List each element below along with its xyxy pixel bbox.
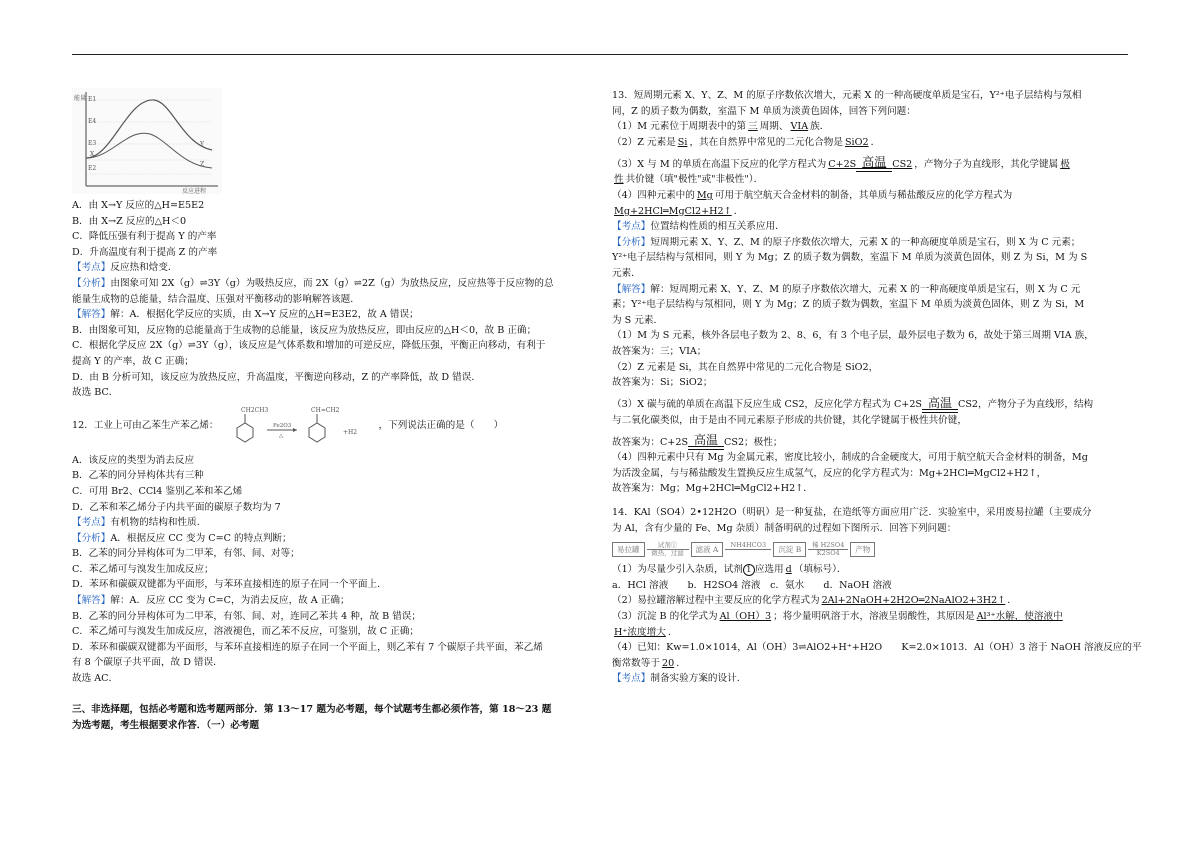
high-temp-condition [922, 397, 958, 413]
q11-kaodian [72, 260, 572, 276]
q13-sub-1 [612, 119, 1127, 135]
answer-blank: 性 [614, 174, 624, 186]
answer-blank: Al（OH）3 [719, 611, 772, 623]
graph-label-e2: E2 [88, 165, 97, 172]
text: 族． [810, 121, 830, 133]
q13-jieda-6 [612, 391, 1127, 413]
flow-arrow-top: 试剂① [657, 541, 678, 550]
text: （3）沉淀 B 的化学式为 [612, 611, 718, 623]
text: （3）X 与 M 的单质在高温下反应的化学方程式为 [612, 158, 827, 170]
q13-stem-1: 13．短周期元素 X、Y、Z、M 的原子序数依次增大，元素 X 的一种高硬度单质是宝石，Y²⁺电子层结构与氖相 [612, 90, 1082, 101]
q12-fenxi-3: C．苯乙烯可与溴发生加成反应； [72, 563, 214, 575]
flow-arrow-top: NH4HCO3 [730, 541, 767, 550]
circled-number: 1 [743, 564, 755, 576]
answer-blank: 极 [1060, 158, 1070, 170]
flow-arrow-bottom: 微热，过滤 [651, 549, 684, 558]
q14-sub-3-cont [612, 625, 1127, 641]
flow-arrow [645, 541, 691, 557]
q11-kaodian-text: 反应热和焓变． [110, 262, 178, 274]
text: ；将少量明矾溶于水，溶液呈弱酸性，其原因是 [773, 611, 975, 623]
text: CS2，产物分子为直线形，结构 [958, 399, 1094, 411]
jieda-tag: 【解答】 [72, 309, 111, 321]
q12-fenxi-2: B．乙苯的同分异构体可为二甲苯，有邻、间、对等； [72, 548, 300, 560]
q12-jieda [72, 593, 572, 609]
text: ． [667, 626, 678, 638]
text: CS2 [892, 158, 913, 170]
heat-label: △ [278, 432, 283, 439]
q12-jieda-3: C．苯乙烯可与溴发生加成反应，溶液褪色，而乙苯不反应，可鉴别，故 C 正确； [72, 626, 419, 638]
jieda-tag: 【解答】 [72, 595, 111, 607]
q11-jieda-3: C．根据化学反应 2X（g）⇌3Y（g），该反应是气体系数和增加的可逆反应，降低压强，平衡正向移动，有利于 [72, 340, 546, 352]
flow-box-can: 易拉罐 [612, 542, 645, 557]
answer-blank: d [785, 564, 792, 576]
text: ． [733, 205, 744, 217]
flow-arrow [806, 541, 850, 557]
text: ，产物分子为直线形，其化学键属 [914, 158, 1059, 170]
spacer [612, 497, 1127, 505]
q13-jieda-9: 为活泼金属，与与稀盐酸发生置换反应生成氢气，反应的化学方程式为：Mg+2HCl═MgCl2+H2↑， [612, 467, 1047, 479]
graph-label-e4: E4 [88, 118, 97, 125]
graph-label-z: Z [200, 161, 205, 168]
kaodian-tag: 【考点】 [72, 262, 111, 274]
q12-option-c: C．可用 Br2、CCl4 鉴别乙苯和苯乙烯 [72, 485, 243, 497]
fenxi-tag: 【分析】 [612, 236, 651, 248]
q14-sub-2 [612, 593, 1127, 609]
q12-option-d: D．乙苯和苯乙烯分子内共平面的碳原子数均为 7 [72, 501, 281, 513]
text: （4）四种元素中的 [612, 189, 695, 201]
q14-kaodian-text: 制备实验方案的设计． [650, 673, 747, 685]
condition-label: 高温 [694, 433, 719, 448]
q11-option-b: B．由 X→Z 反应的△H＜0 [72, 215, 187, 227]
answer-blank: H⁺浓度增大 [614, 626, 666, 638]
q11-fenxi-1: 由图象可知 2X（g）⇌3Y（g）为吸热反应，而 2X（g）⇌2Z（g）为放热反应，反应热等于反应物的总 [110, 277, 554, 289]
q13-jieda-4: （1）M 为 S 元素，核外各层电子数为 2、8、6，有 3 个电子层，最外层电子数为 6，故处于第三周期 VIA 族， [612, 330, 1094, 342]
q13-jieda-8: （4）四种元素中只有 Mg 为金属元素，密度比较小，制成的合金硬度大，可用于航空航天合金材料的制备，Mg [612, 452, 1088, 464]
text: 衡常数等于 [612, 657, 660, 669]
q14-options: a．HCl 溶液 b．H2SO4 溶液 c．氨水 d．NaOH 溶液 [612, 579, 892, 591]
q13-ans-3 [612, 428, 1127, 450]
q13-ans-2: 故答案为：Si；SiO2； [612, 377, 713, 389]
q12-fenxi [72, 531, 572, 547]
q13-jieda-3: 为 S 元素． [612, 314, 664, 326]
q12-fenxi-4: D．苯环和碳碳双键都为平面形，与苯环直接相连的原子在同一个平面上． [72, 579, 387, 591]
q14-sub-1 [612, 562, 1127, 578]
answer-blank: 20 [661, 657, 675, 669]
q11-jieda-5: D．由 B 分析可知，该反应为放热反应，升高温度，平衡逆向移动，Z 的产率降低，故 D 错误． [72, 371, 481, 383]
flow-arrow-top: 稀 H2SO4 [812, 541, 845, 550]
q13-jieda-5: （2）Z 元素是 Si，其在自然界中常见的二元化合物是 SiO2， [612, 361, 879, 373]
q12-fenxi-1: A．根据反应 C￼C 变为 C=C 的特点判断； [110, 532, 292, 544]
high-temp-condition [688, 434, 724, 450]
q13-kaodian [612, 219, 1127, 235]
vinyl-group-label: CH=CH2 [310, 406, 340, 414]
q11-option-d: D．升高温度有利于提高 Z 的产率 [72, 246, 218, 258]
flow-box-filtrate: 滤液 A [691, 542, 724, 557]
text: 共价键（填"极性"或"非极性"）． [625, 174, 764, 186]
q13-jieda-7: 与二氧化碳类似，由于是由不同元素原子形成的共价键，其化学键属于极性共价键， [612, 414, 967, 426]
q12-stem [72, 403, 572, 449]
q13-jieda [612, 282, 1127, 298]
q12-option-b: B．乙苯的同分异构体共有三种 [72, 470, 204, 482]
q12-jieda-5: 有 8 个碳原子共平面，故 D 错误． [72, 657, 223, 669]
q14-stem-1: 14．KAl（SO4）2•12H2O（明矾）是一种复盐，在造纸等方面应用广泛．实验室中，采用废易拉罐（主要成分 [612, 507, 1092, 519]
q11-answer: 故选 BC． [72, 387, 119, 399]
reaction-scheme [223, 404, 373, 448]
q13-jieda-1: 解：短周期元素 X、Y、Z、M 的原子序数依次增大，元素 X 的一种高硬度单质是宝石，则 X 为 C 元 [650, 283, 1081, 295]
fenxi-tag: 【分析】 [72, 532, 111, 544]
hydrogen-label: +H2 [342, 428, 357, 436]
answer-blank: Mg [696, 189, 713, 201]
graph-label-x: X [90, 151, 95, 158]
q13-jieda-2: 素；Y²⁺电子层结构与氖相同，则 Y 为 Mg；Z 的质子数为偶数，室温下 M 单质为淡黄色固体，则 Z 为 Si，M [612, 299, 1085, 311]
q11-fenxi [72, 276, 572, 292]
q12-jieda-2: B．乙苯的同分异构体可为二甲苯，有邻、间、对，连同乙苯共 4 种，故 B 错误； [72, 610, 421, 622]
text: ． [1007, 595, 1017, 607]
text: 周期、 [759, 121, 789, 133]
q13-sub-4-cont [612, 204, 1127, 220]
flow-arrow-bottom: K2SO4 [816, 549, 840, 558]
answer-blank: VIA [790, 121, 809, 133]
answer-blank: SiO2 [844, 136, 869, 148]
text: （2）易拉罐溶解过程中主要反应的化学方程式为 [612, 595, 820, 607]
answer-blank: Mg+2HCl═MgCl2+H2↑ [614, 205, 732, 217]
condition-label: 高温 [927, 395, 952, 410]
q14-sub-3 [612, 609, 1127, 625]
q11-jieda [72, 307, 572, 323]
text: C+2S [828, 158, 857, 170]
q11-option-a: A．由 X→Y 反应的△H=E5￼E2 [72, 200, 205, 211]
q13-stem-2: 同，Z 的质子数为偶数，室温下 M 单质为淡黄色固体，回答下列问题： [612, 105, 916, 117]
flow-box-precipitate: 沉淀 B [773, 542, 806, 557]
q13-fenxi-2: Y²⁺电子层结构与氖相同，则 Y 为 Mg；Z 的质子数为偶数，室温下 M 单质为淡黄色固体，则 Z 为 Si，M 为 S [612, 252, 1088, 264]
answer-blank: 2Al+2NaOH+2H2O═2NaAlO2+3H2↑ [821, 595, 1006, 607]
q11-jieda-4: 提高 Y 的产率，故 C 正确； [72, 355, 194, 367]
q13-sub-4 [612, 188, 1127, 204]
text: （填标号）． [793, 564, 847, 576]
fenxi-tag: 【分析】 [72, 277, 111, 289]
text: ． [870, 136, 881, 148]
ethyl-group-label: CH2CH3 [240, 406, 268, 414]
high-temp-condition [856, 156, 892, 172]
spacer [72, 687, 572, 703]
text: ，其在自然界中常见的二元化合物是 [689, 136, 843, 148]
graph-xaxis-label: 反应进程 [182, 188, 207, 194]
condition-label: 高温 [862, 155, 887, 170]
right-column [612, 88, 1142, 687]
graph-yaxis-label: 能量 [74, 95, 87, 102]
q12-kaodian-text: 有机物的结构和性质． [110, 517, 207, 529]
q13-sub-2 [612, 135, 1127, 151]
q13-fenxi [612, 235, 1127, 251]
q14-sub-4: （4）已知：Kw=1.0×10￼14，Al（OH）3⇌AlO2￼+H⁺+H2O K=2.0×10￼13．Al（OH）3 溶于 NaOH 溶液反应的平 [612, 642, 1142, 654]
q12-stem-end: ，下列说法正确的是（ ） [378, 419, 504, 431]
text: （3）X 碳与硫的单质在高温下反应生成 CS2，反应化学方程式为 C+2S [612, 399, 922, 411]
catalyst-label: Fe2O3 [272, 422, 291, 429]
text: 故答案为：C+2S [612, 436, 689, 448]
q13-sub-3-cont [612, 172, 1127, 188]
answer-blank: Si [677, 136, 688, 148]
q14-kaodian [612, 671, 1127, 687]
answer-blank: Al³⁺水解，使溶液中 [976, 611, 1063, 623]
jieda-tag: 【解答】 [612, 283, 651, 295]
kaodian-tag: 【考点】 [612, 673, 651, 685]
energy-diagram [72, 88, 222, 194]
section-heading-2: 为选考题，考生根据要求作答．（一）必考题 [72, 719, 260, 731]
text: （1）M 元素位于周期表中的第 [612, 121, 747, 133]
text: 可用于航空航天合金材料的制备，其单质与稀盐酸反应的化学方程式为 [714, 189, 1013, 201]
q13-sub-3 [612, 150, 1127, 172]
answer-equation [826, 156, 914, 172]
text: （2）Z 元素是 [612, 136, 676, 148]
graph-label-y: Y [200, 141, 204, 148]
header-rule [72, 54, 1128, 55]
q12-stem-text: 12．工业上可由乙苯生产苯乙烯： [72, 419, 219, 431]
q14-sub-4-cont [612, 656, 1127, 672]
text: （1）为尽量少引入杂质，试剂 [612, 564, 743, 576]
q13-ans-1: 故答案为：三；VIA； [612, 345, 707, 357]
flow-box-product: 产物 [850, 542, 875, 557]
q13-kaodian-text: 位置结构性质的相互关系应用． [650, 221, 785, 233]
q12-jieda-1: 解：A．反应 C￼C 变为 C=C，为消去反应，故 A 正确； [110, 595, 350, 607]
left-column [72, 88, 572, 733]
q12-option-a: A．该反应的类型为消去反应 [72, 454, 195, 466]
q13-ans-4: 故答案为：Mg；Mg+2HCl═MgCl2+H2↑． [612, 483, 813, 495]
kaodian-tag: 【考点】 [72, 517, 111, 529]
q13-fenxi-3: 元素． [612, 267, 641, 279]
text: CS2；极性； [724, 436, 783, 448]
q13-fenxi-1: 短周期元素 X、Y、Z、M 的原子序数依次增大，元素 X 的一种高硬度单质是宝石，则 X 为 C 元素； [650, 236, 1081, 248]
q11-jieda-1: 解：A．根据化学反应的实质，由 X→Y 反应的△H=E3￼E2，故 A 错误； [110, 309, 419, 321]
flow-arrow [723, 541, 773, 557]
q12-jieda-4: D．苯环和碳碳双键都为平面形，与苯环直接相连的原子在同一个平面上，则乙苯有 7 个碳原子共平面，苯乙烯 [72, 641, 543, 653]
graph-label-e3: E3 [88, 140, 97, 147]
kaodian-tag: 【考点】 [612, 221, 651, 233]
text: ． [676, 657, 686, 669]
q12-kaodian [72, 515, 572, 531]
text: 应选用 [754, 564, 784, 576]
q11-fenxi-2: 能量￼生成物的总能量，结合温度、压强对平衡移动的影响解答该题． [72, 293, 360, 305]
q14-stem-2: 为 Al，含有少量的 Fe、Mg 杂质）制备明矾的过程如下图所示．回答下列问题： [612, 522, 957, 534]
graph-label-e1: E1 [88, 96, 97, 103]
q11-option-c: C．降低压强有利于提高 Y 的产率 [72, 231, 217, 243]
section-heading-1: 三、非选择题，包括必考题和选考题两部分．第 13～17 题为必考题，每个试题考生都必须作答，第 18～23 题 [72, 704, 552, 716]
answer-blank: 三 [748, 121, 758, 133]
q12-answer: 故选 AC． [72, 673, 119, 685]
q11-jieda-2: B．由图象可知，反应物的总能量高于生成物的总能量，该反应为放热反应，即由反应的△H＜0，故 B 正确； [72, 324, 537, 336]
process-flowchart [612, 539, 1127, 559]
